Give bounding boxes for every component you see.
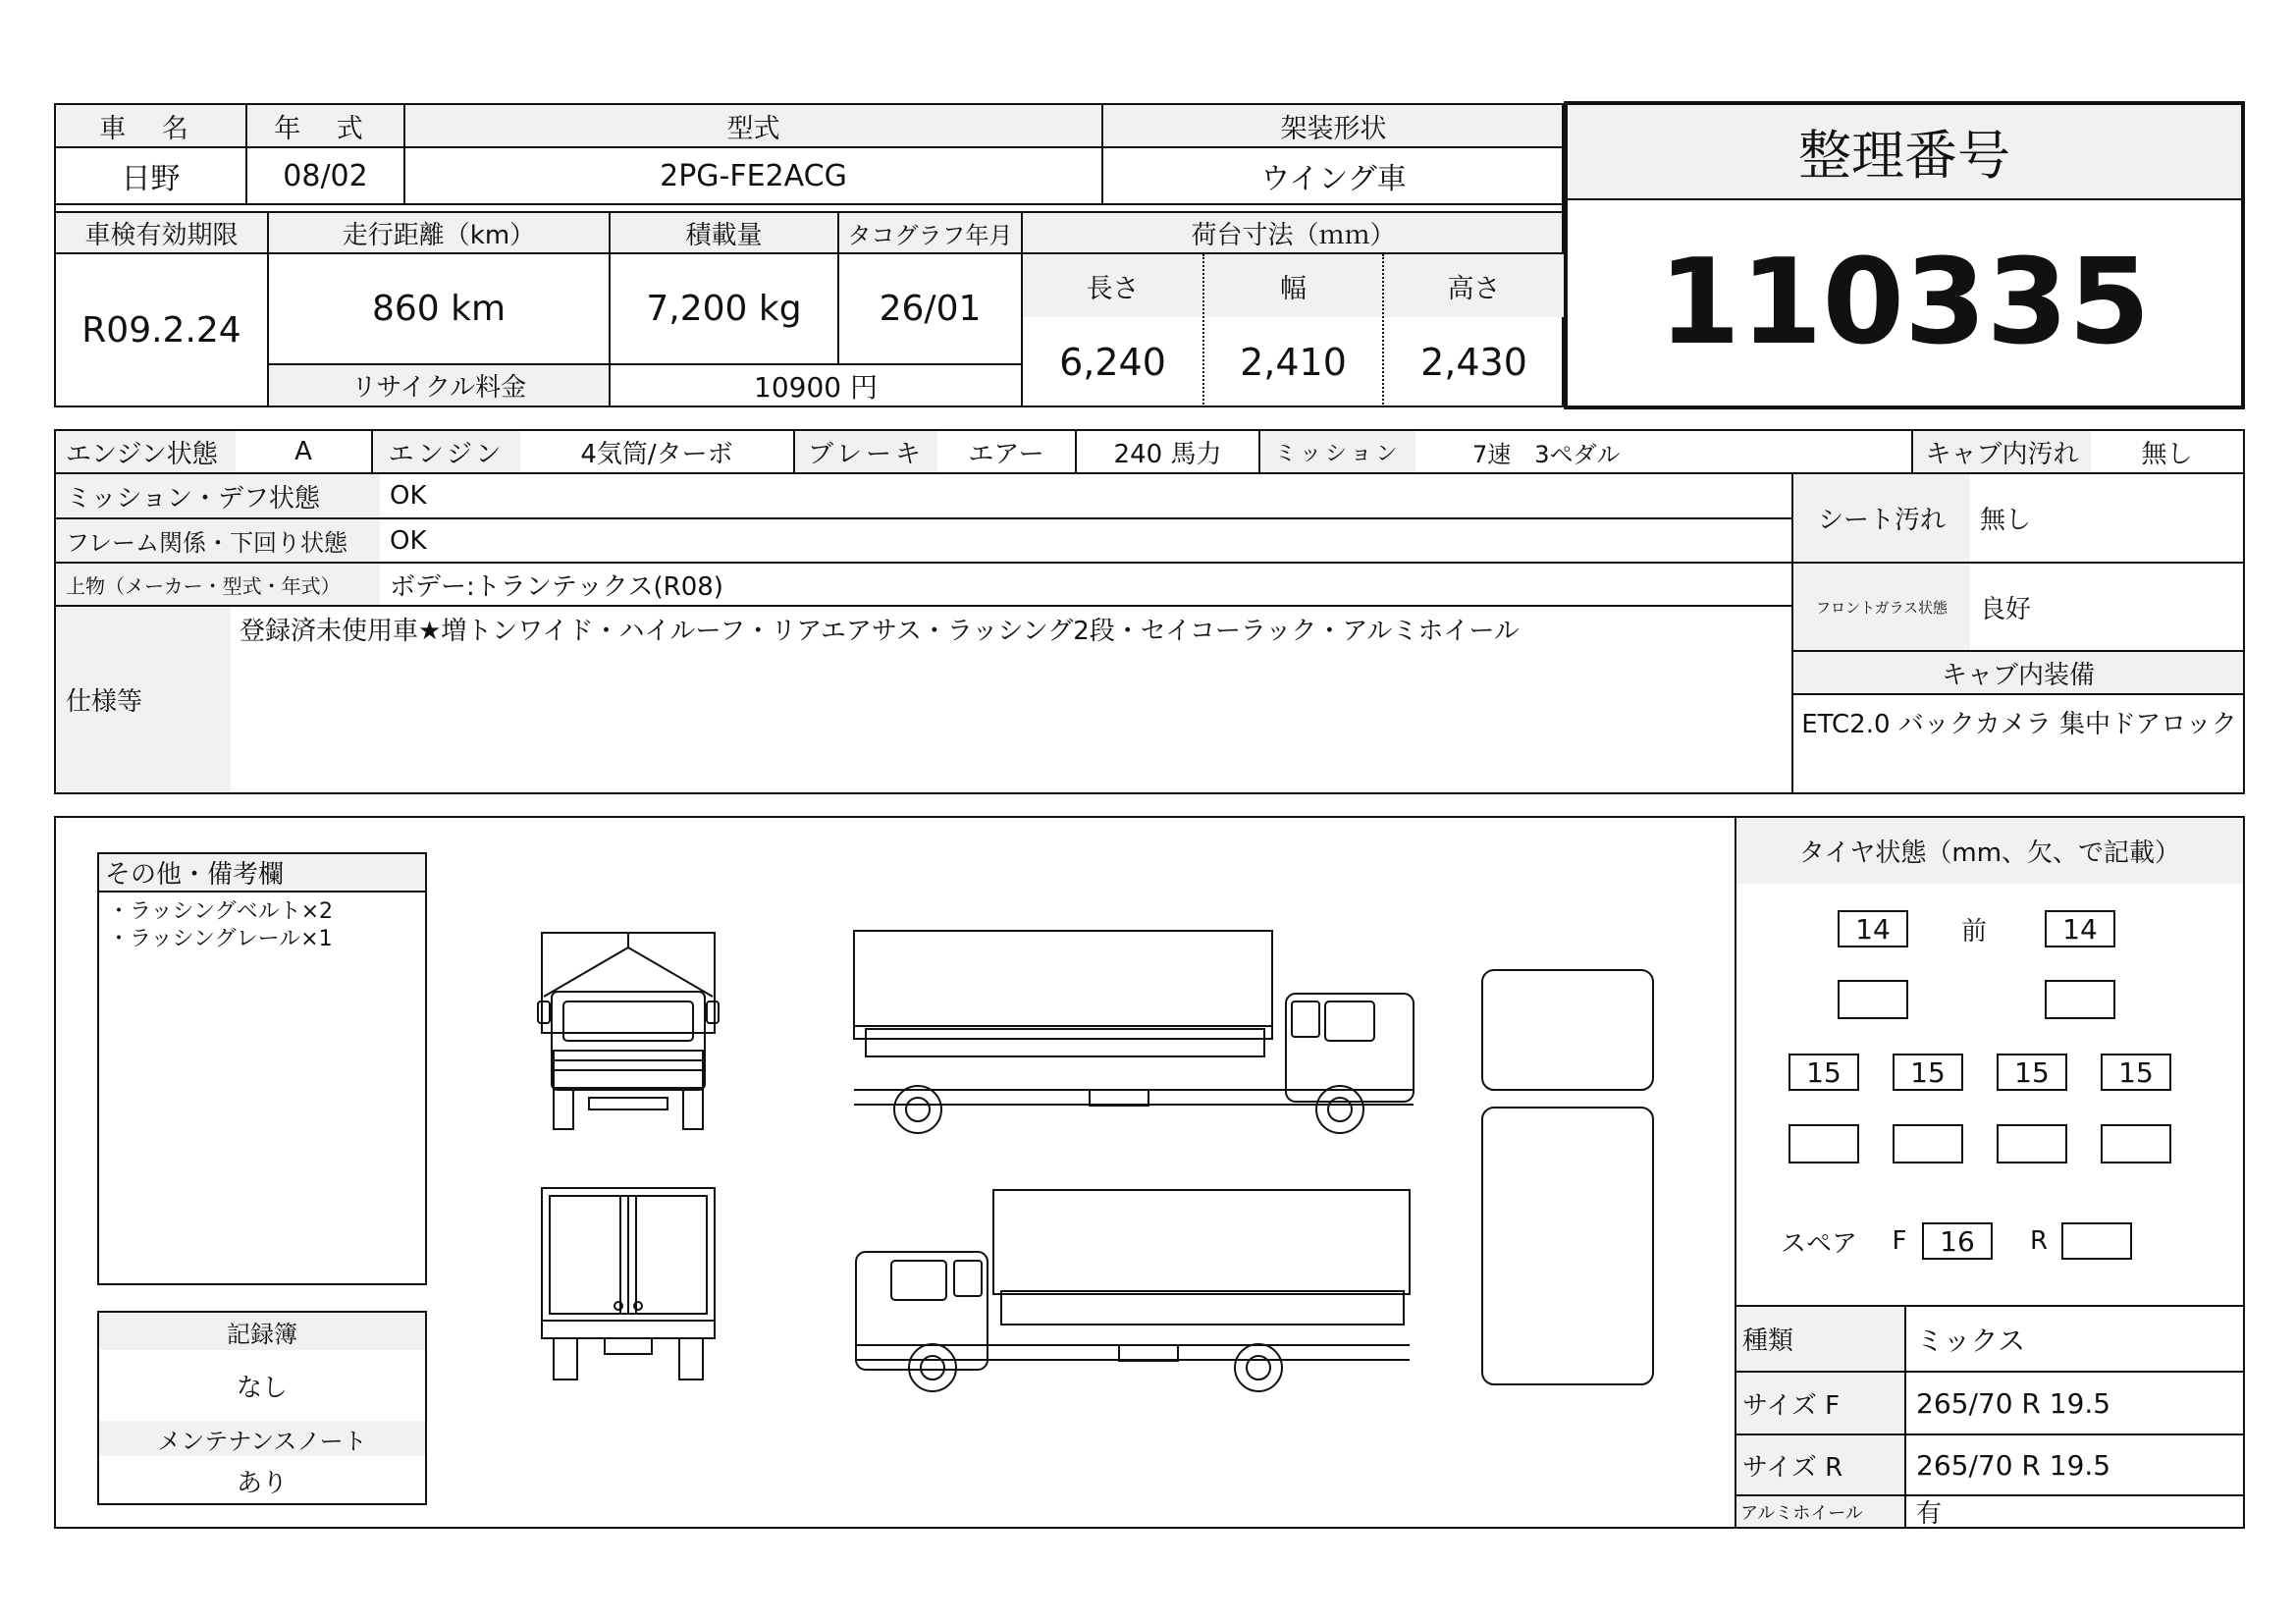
record-book-value: なし	[236, 1373, 288, 1403]
engine-state-header: エンジン状態	[66, 439, 218, 469]
car-name-header: 車 名	[99, 113, 202, 144]
capacity-header: 積載量	[685, 220, 763, 250]
mission-def-header: ミッション・デフ状態	[66, 483, 320, 514]
record-book-header: 記録簿	[227, 1320, 297, 1348]
mission-def-value: OK	[390, 481, 427, 511]
remarks-label: その他・備考欄	[105, 860, 285, 890]
tire-rear-2: 15	[1893, 1054, 1963, 1091]
frame-header: フレーム関係・下回り状態	[66, 529, 348, 557]
tire-rear-inner-1	[1789, 1124, 1859, 1163]
spare-f-value: 16	[1922, 1222, 1993, 1260]
height-header: 高さ	[1447, 273, 1501, 304]
frame-value: OK	[390, 525, 427, 556]
truck-front-view	[538, 933, 719, 1129]
inspection-value: R09.2.24	[81, 309, 241, 351]
truck-right-side-view	[854, 931, 1414, 1133]
alumi-wheel-header: アルミホイール	[1740, 1502, 1863, 1524]
tire-front-label: 前	[1960, 916, 1987, 947]
windshield-value: 良好	[1980, 594, 2032, 624]
engine-state-value: A	[294, 437, 312, 466]
seat-dirt-value: 無し	[1980, 506, 2032, 535]
tire-front-right: 14	[2045, 910, 2115, 947]
inspection-header: 車検有効期限	[84, 220, 239, 250]
mission-value: 7速 3ペダル	[1472, 440, 1621, 468]
bed-size-header: 荷台寸法（ｍｍ）	[1191, 220, 1396, 250]
tire-front-right-inner	[2045, 980, 2115, 1019]
windshield-header: フロントガラス状態	[1815, 598, 1949, 617]
tacho-header: タコグラフ年月	[847, 221, 1013, 249]
upper-body-value: ボデー:トランテックス(R08)	[390, 571, 723, 602]
tire-size-f-header: サイズ F	[1742, 1390, 1841, 1421]
maintenance-note-value: あり	[236, 1468, 288, 1498]
body-type-header: 架装形状	[1280, 113, 1387, 144]
tire-size-f-value: 265/70 R 19.5	[1916, 1386, 2111, 1420]
car-name-value: 日野	[121, 162, 181, 196]
recycle-value: 10900 円	[754, 370, 878, 404]
brake-header: ブレーキ	[808, 439, 925, 469]
brake-value: エアー	[968, 439, 1044, 469]
spec-header: 仕様等	[66, 687, 143, 717]
tire-rear-3: 15	[1997, 1054, 2067, 1091]
tire-front-left: 14	[1838, 910, 1908, 947]
body-type-value: ウイング車	[1260, 162, 1407, 196]
tire-type-value: ミックス	[1916, 1324, 2026, 1357]
cab-dirt-header: キャブ内汚れ	[1925, 439, 2079, 469]
truck-top-view	[1482, 970, 1653, 1384]
engine-value: 4気筒/ターボ	[580, 439, 733, 469]
width-header: 幅	[1280, 273, 1307, 304]
remarks-line: ・ラッシングベルト×2	[108, 899, 334, 924]
tire-status-title: タイヤ状態（mm、欠、で記載）	[1798, 839, 2181, 868]
truck-left-side-view	[856, 1190, 1410, 1391]
height-value: 2,430	[1420, 341, 1527, 384]
cab-dirt-value: 無し	[2141, 439, 2193, 469]
tire-size-r-value: 265/70 R 19.5	[1916, 1448, 2111, 1482]
year-header: 年 式	[274, 113, 377, 144]
upper-body-header: 上物（メーカー・型式・年式）	[66, 573, 341, 598]
tacho-value: 26/01	[879, 289, 982, 329]
reference-label: 整理番号	[1798, 125, 2010, 187]
engine-header: エンジン	[388, 439, 506, 469]
recycle-header: リサイクル料金	[269, 365, 609, 406]
tire-rear-1: 15	[1789, 1054, 1859, 1091]
capacity-value: 7,200 kg	[646, 289, 802, 329]
spare-r-label: R	[2029, 1226, 2049, 1256]
tire-rear-inner-3	[1997, 1124, 2067, 1163]
tire-size-r-header: サイズ R	[1742, 1452, 1843, 1483]
spare-r-value	[2061, 1222, 2132, 1260]
length-header: 長さ	[1086, 273, 1140, 304]
spec-value: 登録済未使用車★増トンワイド・ハイルーフ・リアエアサス・ラッシング2段・セイコーラック・アルミホイール	[240, 617, 1520, 646]
cab-equip-value: ETC2.0 バックカメラ 集中ドアロック	[1801, 710, 2237, 739]
model-value: 2PG-FE2ACG	[660, 158, 847, 193]
truck-rear-view	[542, 1188, 715, 1380]
maintenance-note-header: メンテナンスノート	[157, 1427, 367, 1455]
tire-type-header: 種類	[1742, 1326, 1794, 1356]
power-value: 240 馬力	[1113, 439, 1222, 469]
seat-dirt-header: シート汚れ	[1817, 506, 1946, 535]
model-header: 型式	[726, 113, 780, 144]
mission-header: ミッション	[1274, 441, 1402, 466]
cab-equip-header: キャブ内装備	[1941, 660, 2095, 690]
spare-label: スペア	[1780, 1228, 1857, 1259]
reference-number: 110335	[1658, 235, 2151, 371]
mileage-value: 860 km	[371, 289, 507, 329]
year-value: 08/02	[283, 158, 368, 193]
tire-rear-inner-2	[1893, 1124, 1963, 1163]
length-value: 6,240	[1059, 341, 1166, 384]
tire-rear-4: 15	[2101, 1054, 2171, 1091]
tire-rear-inner-4	[2101, 1124, 2171, 1163]
spare-f-label: F	[1892, 1226, 1907, 1256]
truck-diagrams	[510, 903, 1679, 1404]
width-value: 2,410	[1240, 341, 1347, 384]
tire-front-left-inner	[1838, 980, 1908, 1019]
alumi-wheel-value: 有	[1916, 1499, 1943, 1529]
remarks-line: ・ラッシングレール×1	[108, 927, 333, 951]
mileage-header: 走行距離（km）	[342, 220, 536, 250]
